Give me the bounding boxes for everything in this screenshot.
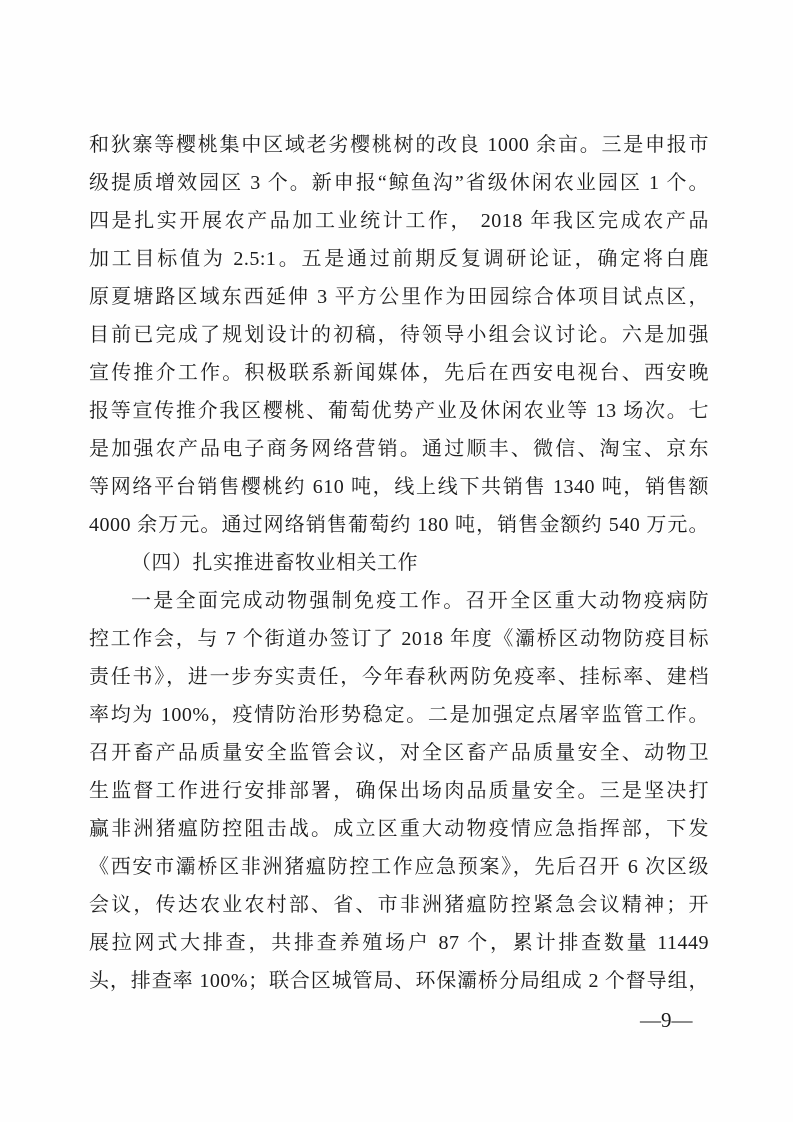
text-line: 召开畜产品质量安全监管会议，对全区畜产品质量安全、动物卫: [89, 742, 709, 764]
text-line: 控工作会，与 7 个街道办签订了 2018 年度《灞桥区动物防疫目标: [89, 628, 709, 650]
text-line: 是加强农产品电子商务网络营销。通过顺丰、微信、淘宝、京东: [89, 438, 709, 460]
text-line: 目前已完成了规划设计的初稿，待领导小组会议讨论。六是加强: [89, 324, 709, 346]
text-line: 一是全面完成动物强制免疫工作。召开全区重大动物疫病防: [131, 590, 709, 612]
text-line: 4000 余万元。通过网络销售葡萄约 180 吨，销售金额约 540 万元。: [89, 514, 709, 536]
text-line: 展拉网式大排查，共排查养殖场户 87 个，累计排查数量 11449: [89, 932, 709, 954]
document-body: [89, 126, 709, 1000]
text-line: 《西安市灞桥区非洲猪瘟防控工作应急预案》，先后召开 6 次区级: [89, 856, 709, 878]
text-line: 和狄寨等樱桃集中区域老劣樱桃树的改良 1000 余亩。三是申报市: [89, 134, 709, 156]
page-number: —9—: [640, 1008, 693, 1032]
text-line: 级提质增效园区 3 个。新申报“鲸鱼沟”省级休闲农业园区 1 个。: [89, 172, 709, 194]
text-line: 责任书》，进一步夯实责任，今年春秋两防免疫率、挂标率、建档: [89, 666, 709, 688]
text-line: 原夏塘路区域东西延伸 3 平方公里作为田园综合体项目试点区，: [89, 286, 709, 308]
text-line: 头，排查率 100%；联合区城管局、环保灞桥分局组成 2 个督导组，: [89, 970, 709, 992]
text-line: 率均为 100%，疫情防治形势稳定。二是加强定点屠宰监管工作。: [89, 704, 709, 726]
text-line: 生监督工作进行安排部署，确保出场肉品质量安全。三是坚决打: [89, 780, 709, 802]
text-line: 宣传推介工作。积极联系新闻媒体，先后在西安电视台、西安晚: [89, 362, 709, 384]
section-heading: （四）扎实推进畜牧业相关工作: [131, 552, 418, 574]
text-line: 会议，传达农业农村部、省、市非洲猪瘟防控紧急会议精神；开: [89, 894, 709, 916]
text-line: 赢非洲猪瘟防控阻击战。成立区重大动物疫情应急指挥部，下发: [89, 818, 709, 840]
text-line: 加工目标值为 2.5:1。五是通过前期反复调研论证，确定将白鹿: [89, 248, 709, 270]
text-line: 四是扎实开展农产品加工业统计工作， 2018 年我区完成农产品: [89, 210, 709, 232]
text-line: 报等宣传推介我区樱桃、葡萄优势产业及休闲农业等 13 场次。七: [89, 400, 709, 422]
text-line: 等网络平台销售樱桃约 610 吨，线上线下共销售 1340 吨，销售额: [89, 476, 709, 498]
